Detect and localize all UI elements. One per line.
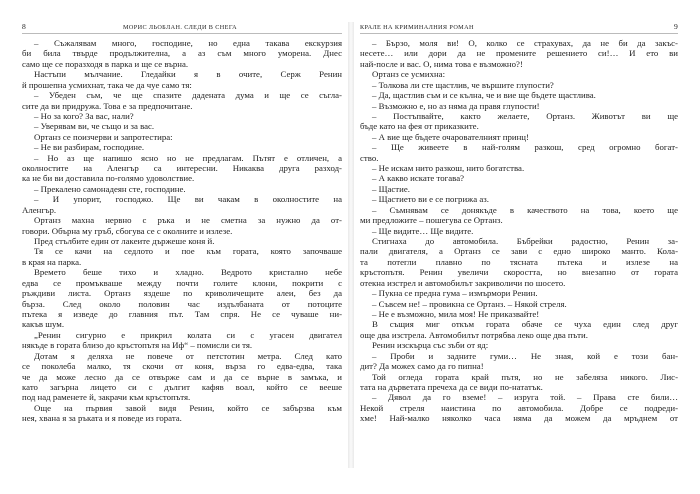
text-line: – Да, щастлив съм и се кълна, че и вие ще бъдете щастлива. — [372, 90, 596, 101]
text-line: кръстопътя. Ренин увеличи скоростта, но внезапно от гората — [360, 267, 678, 278]
text-line: Ортанз се усмихна: — [372, 69, 446, 80]
text-line: – Пукна се предна гума – измърмори Ренин. — [372, 288, 538, 299]
text-line: „Ренин сигурно е прикрил колата си с угасен двигател — [34, 329, 342, 340]
text-line: говори. Обърна му гръб, сбогува се с околните и излезе. — [22, 225, 233, 236]
text-line: несете… или дори да не промените решението си!… И ето ви — [360, 48, 678, 59]
left-page — [22, 22, 342, 468]
text-line: й прошепна усмихнат, така че да чуе само тя: — [22, 79, 192, 90]
text-line: – Уверявам ви, че също и за вас. — [34, 121, 155, 132]
text-line: околностите на Аленгър са интересни. Никаква друга разход- — [22, 163, 342, 174]
text-line: Дотам я деляха не повече от петстотин метра. След като — [34, 350, 342, 361]
text-line: едва се промъкваше между почти голите клони, покрити с — [22, 277, 342, 288]
right-page-text — [360, 38, 678, 424]
text-line: ка не би ви доставила по-голямо удоволствие. — [22, 173, 195, 184]
text-line: Още на първия завой видя Ренин, който се забързва към — [34, 402, 342, 413]
text-line: – Но за кого? За вас, нали? — [34, 110, 134, 121]
text-line: – Не е възможно, мила моя! Не приказвайте! — [372, 308, 540, 319]
text-line: – Но аз ще напишо ясно но не предлагам. Пътят е отличен, а — [34, 152, 342, 163]
text-line: – Не ви разбирам, господине. — [34, 142, 145, 153]
text-line: още два изстрела. Автомобилът потрябва леко още два пъти. — [360, 329, 588, 340]
text-line: В същия миг откъм гората обаче се чуха един след друг — [372, 319, 678, 330]
page-number: 9 — [674, 22, 678, 31]
text-line: под над раменете й, закрачи към кръстопътя. — [22, 392, 191, 403]
text-line: – Проби и задните гуми… Не зная, кой е този бан- — [372, 350, 678, 361]
text-line: ми предложите – пошегува се Ортанз. — [360, 215, 503, 226]
text-line: – Съвсем не! – провикна се Ортанз. – Някой стреля. — [372, 298, 567, 309]
text-line: Ренин изскърца със зъби от яд: — [372, 340, 489, 351]
text-line: ство. — [360, 152, 379, 163]
text-line: Стигнаха до автомобила. Бъбрейки радостно, Ренин за- — [372, 236, 678, 247]
text-line: само ще се поразходя в парка и ще се върна. — [22, 58, 189, 69]
text-line: – Възможно е, но аз няма да правя глупости! — [372, 100, 540, 111]
right-running-head — [360, 22, 678, 34]
text-line: се поколеба малко, тя скочи от коня, върза го едва-едва, така — [22, 361, 342, 372]
book-spread — [22, 22, 678, 468]
text-line: какъв шум. — [22, 319, 65, 330]
text-line: Ортанз се поизчерви и запротестира: — [34, 131, 173, 142]
text-line: Времето беше тихо и хладно. Ведрото кристално небе — [34, 267, 342, 278]
text-line: би била твърде продължителна, а аз съм много уморена. Днес — [22, 48, 342, 59]
text-line: – Щастието ви е се погрижа аз. — [372, 194, 489, 205]
left-page-text — [22, 38, 342, 424]
text-line: бъде като на фея от приказките. — [360, 121, 479, 132]
text-line: – А какво искате тогава? — [372, 173, 465, 184]
text-line: дит? Да можех само да го пипна! — [360, 361, 484, 372]
text-line: – Постъпвайте, както желаете, Ортанз. Животът ви ще — [372, 110, 678, 121]
text-line: – Ще живеете в най-голям разкош, сред огромно богат- — [372, 142, 678, 153]
text-line: – Съжалявам много, господине, но една такава екскурзия — [34, 38, 342, 48]
text-line: Настъпи мълчание. Гледайки я в очите, Серж Ренин — [34, 69, 342, 80]
text-line: – Убеден съм, че ще спазите дадената дума и ще се съгла- — [34, 90, 342, 101]
text-line: Пред стълбите един от лакеите държеше коня й. — [34, 236, 215, 247]
book-gutter — [348, 22, 354, 468]
text-line: – Прекалено самонадеян сте, господине. — [34, 183, 186, 194]
left-running-head — [22, 22, 342, 34]
text-line: като загърна лицето си с дългит кафяв воал, който се вееше — [22, 381, 342, 392]
text-line: отекна изстрел и автомобилът закриволичи по шосето. — [360, 277, 566, 288]
text-line: ръждиви листа. Ортанз яздеше по криволичещите алеи, без да — [22, 288, 342, 299]
text-line: бърза. След около половин час издълбаната от потоците — [22, 298, 342, 309]
text-line: Аленгър. — [22, 204, 57, 215]
text-line: – А вие ще бъдете очарователният принц! — [372, 131, 529, 142]
text-line: – Щастие. — [372, 183, 410, 194]
text-line: пътека я изведе до главния път. Там спря. Не се чуваше ни- — [22, 308, 342, 319]
text-line: – Съмнявам се донякъде в качеството на това, което ще — [372, 204, 678, 215]
text-line: пали двигателя, а Ортанз се зави с едно широко манто. Кола- — [360, 246, 678, 257]
text-line: Ортанз махна нервно с ръка и не сметна за нужно да от- — [34, 215, 342, 226]
text-line: в края на парка. — [22, 256, 82, 267]
text-line: – Не искам нито разкош, нито богатства. — [372, 163, 525, 174]
running-title: МОРИС ЛЬОБЛАН. СЛЕДИ В СНЕГА — [122, 24, 238, 31]
right-page — [360, 22, 678, 468]
text-line: нея, хвана я за ръката и я поведе из гората. — [22, 413, 182, 424]
text-line: – И упорит, господжо. Ще ви чакам в околностите на — [34, 194, 342, 205]
text-line: – Бързо, моля ви! О, колко се страхувах, да не би да закъс- — [372, 38, 678, 48]
text-line: сите да ви придружа. Това е за предпочитане. — [22, 100, 193, 111]
text-line: някъде в гората близо до кръстопътя на Иф“ – помисли си тя. — [22, 340, 253, 351]
text-line: хме! Най-малко няколко часа няма да можем да мръднем от — [360, 413, 678, 424]
text-line: че да може лесно да се отвърже сам и да се върне в замъка, и — [22, 371, 342, 382]
text-line: – Ще видите… Ще видите. — [372, 225, 474, 236]
text-line: та потегли плавно по тясната пътека и излезе на — [360, 256, 678, 267]
text-line: – Дявол да го вземе! – изруга той. – Права сте били… — [372, 392, 678, 403]
text-line: тата на дърветата пречеха да се види по-нататък. — [360, 381, 543, 392]
text-line: най-после и вас. О, нима това е възможно?! — [360, 58, 523, 69]
text-line: Тя се качи на седлото и пое към гората, която започваше — [34, 246, 342, 257]
text-line: Некой стреля наистина по автомобила. Добре се подреди- — [360, 402, 678, 413]
text-line: Той огледа гората край пътя, но не забеляза никого. Лис- — [372, 371, 678, 382]
page-number: 8 — [22, 22, 26, 31]
text-line: – Толкова ли сте щастлив, че вършите глупости? — [372, 79, 554, 90]
running-title: КРАЛЕ НА КРИМИНАЛНИЯ РОМАН — [360, 24, 474, 31]
